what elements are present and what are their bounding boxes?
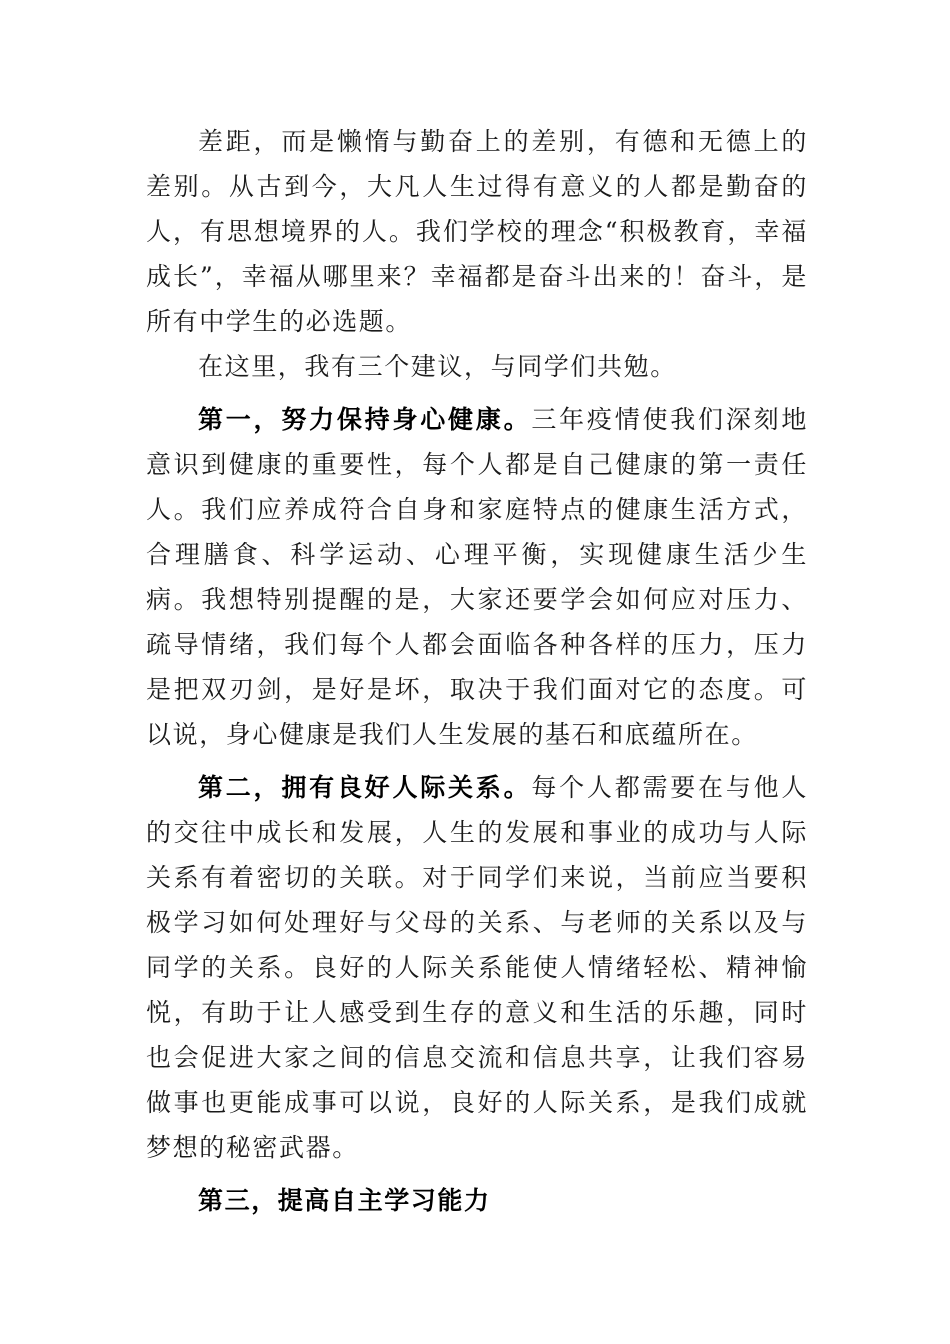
paragraph-suggestions-intro: [146, 344, 808, 389]
paragraph-second-suggestion: [146, 765, 808, 1170]
first-suggestion-heading: 第一，努力保持身心健康。: [198, 405, 532, 434]
second-suggestion-heading: 第二，拥有良好人际关系。: [198, 773, 532, 802]
first-suggestion-text: 三年疫情使我们深刻地意识到健康的重要性，每个人都是自己健康的第一责任人。我们应养成符合自身和家庭特点的健康生活方式，合理膳食、科学运动、心理平衡，实现健康生活少生病。我想特别提醒的是，大家还要学会如何应对压力、疏导情绪，我们每个人都会面临各种各样的压力，压力是把双刃剑，是好是坏，取决于我们面对它的态度。可以说，身心健康是我们人生发展的基石和底蕴所在。: [146, 405, 808, 749]
second-suggestion-text: 每个人都需要在与他人的交往中成长和发展，人生的发展和事业的成功与人际关系有着密切的关联。对于同学们来说，当前应当要积极学习如何处理好与父母的关系、与老师的关系以及与同学的关系。良好的人际关系能使人情绪轻松、精神愉悦，有助于让人感受到生存的意义和生活的乐趣，同时也会促进大家之间的信息交流和信息共享，让我们容易做事也更能成事可以说，良好的人际关系，是我们成就梦想的秘密武器。: [146, 773, 808, 1162]
paragraph-diligence: [146, 119, 808, 344]
paragraph-first-suggestion: [146, 397, 808, 757]
paragraph-third-suggestion: [146, 1178, 808, 1223]
paragraph-text: 在这里，我有三个建议，与同学们共勉。: [198, 352, 677, 381]
document-body: [146, 119, 808, 1223]
paragraph-text: 差距，而是懒惰与勤奋上的差别，有德和无德上的差别。从古到今，大凡人生过得有意义的人都是勤奋的人，有思想境界的人。我们学校的理念“积极教育，幸福成长”，幸福从哪里来？幸福都是奋斗出来的！奋斗，是所有中学生的必选题。: [146, 127, 808, 336]
third-suggestion-heading: 第三，提高自主学习能力: [198, 1186, 491, 1215]
